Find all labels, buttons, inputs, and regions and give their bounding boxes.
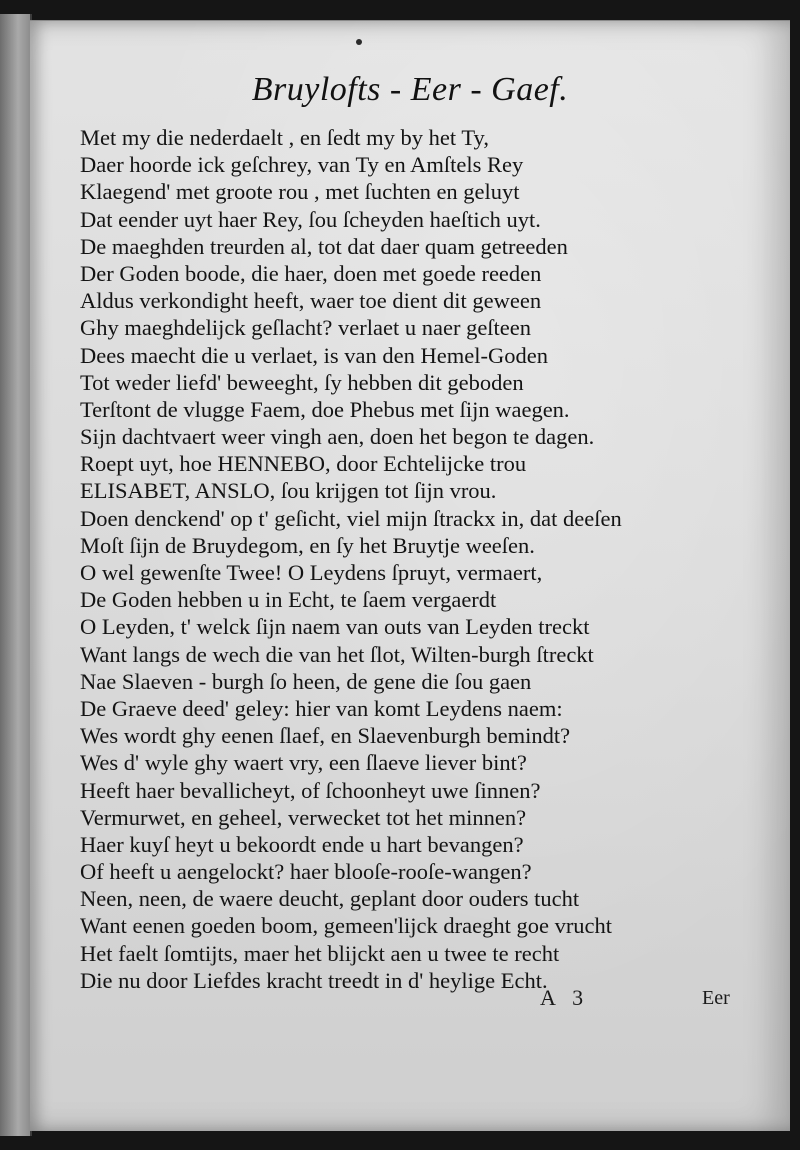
verse-line: Daer hoorde ick geſchrey, van Ty en Amſtels Rey bbox=[80, 152, 524, 178]
verse-line: Terſtont de vlugge Faem, doe Phebus met ſijn waegen. bbox=[80, 396, 570, 422]
verse-line: Vermurwet, en geheel, verwecket tot het minnen? bbox=[80, 804, 527, 830]
verse-line: Nae Slaeven - burgh ſo heen, de gene die ſou gaen bbox=[80, 668, 532, 694]
verse-line: O wel gewenſte Twee! O Leydens ſpruyt, vermaert, bbox=[80, 560, 543, 585]
verse-line: De Graeve deed' geley: hier van komt Leydens naem: bbox=[80, 695, 563, 721]
verse-line: Die nu door Liefdes kracht treedt in d' heylige Echt. bbox=[80, 967, 548, 993]
verse-line: Dees maecht die u verlaet, is van den Hemel-Goden bbox=[80, 342, 548, 368]
catchword: Eer bbox=[702, 987, 730, 1009]
verse-line: Of heeft u aengelockt? haer blooſe-rooſe-wangen? bbox=[80, 859, 532, 885]
previous-page-edge bbox=[0, 14, 32, 1136]
verse-line: De Goden hebben u in Echt, te ſaem vergaerdt bbox=[80, 587, 497, 613]
verse-line: O Leyden, t' welck ſijn naem van outs van Leyden treckt bbox=[80, 614, 590, 640]
verse-line: De maeghden treurden al, tot dat daer quam getreeden bbox=[80, 233, 568, 259]
signature-mark: A 3 bbox=[540, 985, 590, 1010]
verse-line: Dat eender uyt haer Rey, ſou ſcheyden haeſtich uyt. bbox=[80, 206, 541, 232]
verse-line: Klaegend' met groote rou , met ſuchten en geluyt bbox=[80, 179, 520, 205]
ink-dot-ornament bbox=[356, 39, 362, 45]
verse-line: Aldus verkondight heeft, waer toe dient dit geween bbox=[80, 288, 542, 314]
verse-text bbox=[80, 124, 770, 994]
verse-line: Roept uyt, hoe HENNEBO, door Echtelijcke trou bbox=[80, 451, 527, 477]
verse-line: Ghy maeghdelijck geſlacht? verlaet u naer geſteen bbox=[80, 315, 532, 341]
verse-line: Heeft haer bevallicheyt, of ſchoonheyt uwe ſinnen? bbox=[80, 777, 541, 803]
page-title: Bruylofts - Eer - Gaef. bbox=[251, 71, 569, 108]
verse-line: Tot weder liefd' beweeght, ſy hebben dit geboden bbox=[80, 369, 524, 395]
verse-line: Het faelt ſomtijts, maer het blijckt aen u twee te recht bbox=[80, 940, 560, 966]
verse-line: Haer kuyſ heyt u bekoordt ende u hart bevangen? bbox=[80, 831, 524, 857]
verse-line: Sijn dachtvaert weer vingh aen, doen het begon te dagen. bbox=[80, 424, 595, 450]
verse-line: Der Goden boode, die haer, doen met goede reeden bbox=[80, 260, 542, 286]
verse-line: Doen denckend' op t' geſicht, viel mijn ſtrackx in, dat deeſen bbox=[80, 505, 622, 531]
verse-line: Wes wordt ghy eenen ſlaef, en Slaevenburgh bemindt? bbox=[80, 723, 571, 749]
verse-line: Moſt ſijn de Bruydegom, en ſy het Bruytje weeſen. bbox=[80, 532, 535, 558]
verse-line: Want eenen goeden boom, gemeen'lijck draeght goe vrucht bbox=[80, 913, 613, 939]
verse-line: Want langs de wech die van het ſlot, Wilten-burgh ſtreckt bbox=[80, 641, 594, 667]
book-page bbox=[30, 20, 790, 1131]
verse-line: Wes d' wyle ghy waert vry, een ſlaeve liever bint? bbox=[80, 750, 527, 776]
verse-line: Neen, neen, de waere deucht, geplant door ouders tucht bbox=[80, 886, 580, 912]
verse-line: ELISABET, ANSLO, ſou krijgen tot ſijn vrou. bbox=[80, 478, 497, 504]
verse-line: Met my die nederdaelt , en ſedt my by het Ty, bbox=[80, 125, 489, 150]
